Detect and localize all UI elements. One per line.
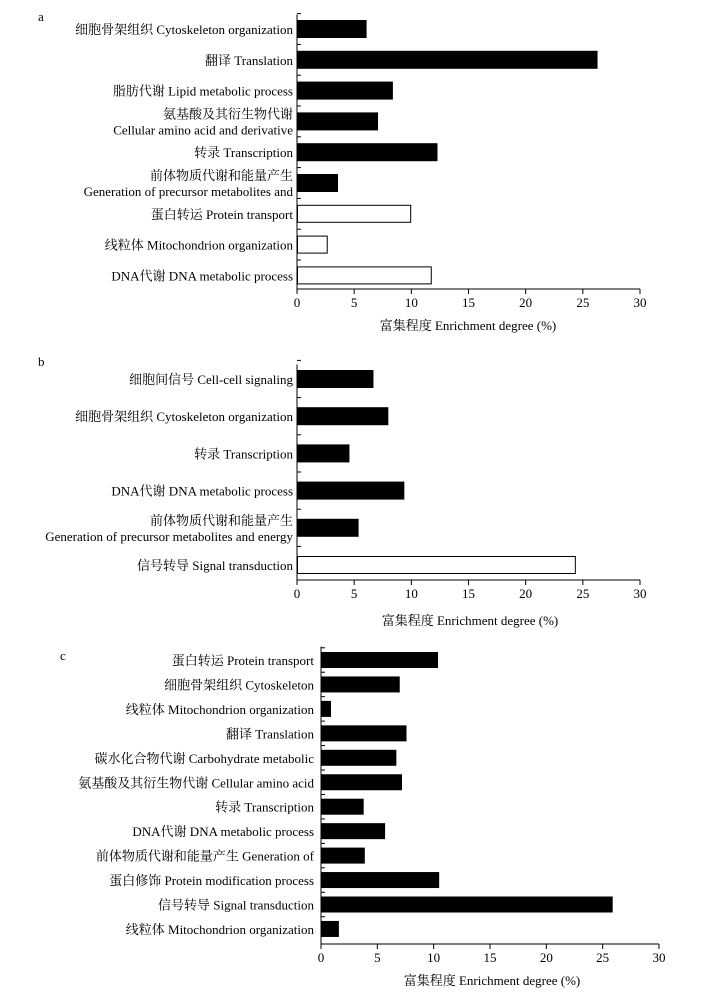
bar	[298, 236, 328, 253]
category-label: DNA代谢 DNA metabolic process	[111, 268, 293, 284]
panel-label: b	[38, 354, 45, 369]
bar	[322, 897, 613, 912]
category-label: DNA代谢 DNA metabolic process	[111, 483, 293, 499]
category-label: 蛋白转运 Protein transport	[171, 653, 314, 668]
category-label: 碳水化合物代谢 Carbohydrate metabolic	[94, 750, 314, 766]
x-axis-title: 富集程度 Enrichment degree (%)	[381, 613, 559, 628]
bar	[298, 371, 373, 388]
bar	[298, 113, 378, 130]
bar	[298, 51, 598, 68]
category-label: 前体物质代谢和能量产生	[149, 168, 293, 183]
x-tick-label: 10	[404, 586, 418, 601]
x-tick-label: 15	[462, 586, 475, 601]
x-axis-title: 富集程度 Enrichment degree (%)	[403, 973, 581, 988]
bar	[298, 408, 388, 425]
category-label: 信号转导 Signal transduction	[158, 897, 314, 913]
bar	[322, 848, 365, 863]
bar	[298, 482, 404, 499]
bar	[322, 799, 364, 814]
category-label: 氨基酸及其衍生物代谢 Cellular amino acid	[78, 775, 314, 791]
bar	[322, 775, 402, 790]
category-label: 细胞间信号 Cell-cell signaling	[129, 372, 293, 387]
category-label: 细胞骨架组织 Cytoskeleton organization	[75, 409, 293, 425]
bar	[298, 144, 437, 161]
x-tick-label: 25	[596, 950, 610, 965]
category-label: 氨基酸及其衍生物代谢	[162, 106, 293, 122]
x-axis-title: 富集程度 Enrichment degree (%)	[379, 318, 557, 333]
category-label: 线粒体 Mitochondrion organization	[104, 237, 293, 253]
category-label: 前体物质代谢和能量产生	[149, 512, 293, 528]
category-label: 转录 Transcription	[194, 145, 293, 161]
bar	[298, 21, 367, 38]
category-label: Generation of precursor metabolites and	[83, 184, 293, 199]
x-tick-label: 20	[519, 586, 533, 601]
bar	[298, 82, 393, 99]
bar	[322, 677, 400, 692]
category-label: 翻译 Translation	[226, 726, 314, 742]
x-tick-label: 10	[427, 950, 441, 965]
x-tick-label: 20	[539, 950, 553, 965]
bar	[322, 873, 439, 888]
category-label: 线粒体 Mitochondrion organization	[125, 701, 314, 717]
category-label: Generation of precursor metabolites and energy	[45, 528, 293, 544]
x-tick-label: 0	[317, 950, 325, 965]
x-tick-label: 25	[576, 586, 590, 601]
category-label: 转录 Transcription	[194, 446, 293, 462]
bar	[322, 653, 438, 668]
bar	[298, 205, 411, 222]
bar	[298, 445, 349, 462]
category-label: 蛋白转运 Protein transport	[150, 206, 293, 222]
category-label: 细胞骨架组织 Cytoskeleton organization	[75, 22, 293, 37]
x-tick-label: 30	[633, 295, 647, 310]
x-tick-label: 5	[374, 950, 381, 965]
bar	[322, 750, 396, 765]
bar	[298, 267, 432, 284]
bar	[322, 824, 385, 839]
x-tick-label: 30	[652, 950, 666, 965]
x-tick-label: 15	[483, 950, 497, 965]
panel-label: c	[60, 648, 66, 663]
category-label: DNA代谢 DNA metabolic process	[132, 824, 314, 840]
x-tick-label: 25	[576, 295, 590, 310]
category-label: 脂肪代谢 Lipid metabolic process	[112, 83, 293, 99]
category-label: 前体物质代谢和能量产生 Generation of	[95, 848, 314, 864]
bar	[298, 519, 359, 536]
x-tick-label: 10	[404, 295, 418, 310]
category-label: 转录 Transcription	[215, 799, 314, 815]
bar	[322, 921, 339, 936]
x-tick-label: 5	[350, 295, 358, 310]
x-tick-label: 15	[462, 295, 475, 310]
bar	[298, 557, 576, 574]
bar	[322, 726, 407, 741]
panel-label: a	[38, 9, 44, 24]
category-label: 细胞骨架组织 Cytoskeleton	[164, 677, 314, 693]
x-tick-label: 0	[293, 295, 301, 310]
x-tick-label: 5	[350, 586, 358, 601]
category-label: Cellular amino acid and derivative	[113, 122, 293, 138]
x-tick-label: 20	[519, 295, 533, 310]
x-tick-label: 30	[633, 586, 647, 601]
category-label: 线粒体 Mitochondrion organization	[125, 921, 314, 937]
category-label: 蛋白修饰 Protein modification process	[109, 873, 314, 889]
x-tick-label: 0	[293, 586, 301, 601]
bar	[322, 701, 331, 716]
category-label: 信号转导 Signal transduction	[137, 558, 293, 573]
category-label: 翻译 Translation	[205, 52, 293, 68]
bar	[298, 175, 338, 192]
